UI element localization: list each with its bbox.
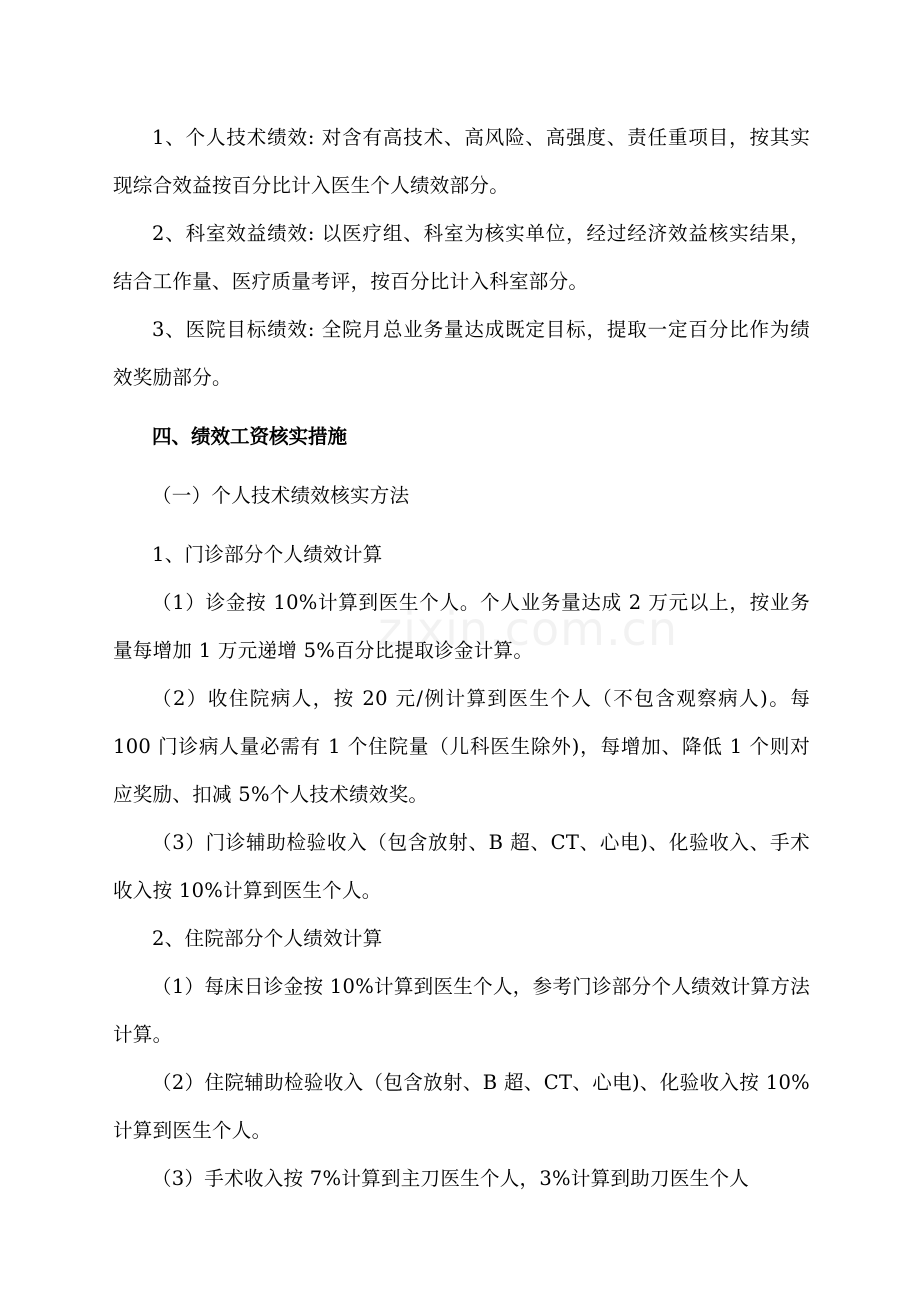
paragraph-personal-tech-performance: 1、个人技术绩效: 对含有高技术、高风险、高强度、责任重项目，按其实现综合效益按百分比计入医生个人绩效部分。 <box>113 126 810 197</box>
outpatient-section-title: 1、门诊部分个人绩效计算 <box>152 543 383 566</box>
subsection-heading: （一）个人技术绩效核实方法 <box>152 484 410 507</box>
paragraph-department-performance: 2、科室效益绩效: 以医疗组、科室为核实单位，经过经济效益核实结果，结合工作量、医疗质量考评，按百分比计入科室部分。 <box>113 222 810 293</box>
inpatient-item-2: （2）住院辅助检验收入（包含放射、B 超、CT、心电)、化验收入按 10%计算到医生个人。 <box>113 1071 810 1142</box>
outpatient-item-3: （3）门诊辅助检验收入（包含放射、B 超、CT、心电)、化验收入、手术收入按 10%计算到医生个人。 <box>113 831 810 902</box>
inpatient-section-title: 2、住院部分个人绩效计算 <box>152 927 383 950</box>
watermark: zixin.com.cn <box>378 602 679 656</box>
document-body <box>113 114 810 1203</box>
paragraph-hospital-target-performance: 3、医院目标绩效: 全院月总业务量达成既定目标，提取一定百分比作为绩效奖励部分。 <box>113 318 810 389</box>
inpatient-item-3: （3）手术收入按 7%计算到主刀医生个人，3%计算到助刀医生个人 <box>152 1167 750 1190</box>
section-heading: 四、绩效工资核实措施 <box>152 425 348 448</box>
inpatient-item-1: （1）每床日诊金按 10%计算到医生个人，参考门诊部分个人绩效计算方法计算。 <box>113 975 810 1046</box>
outpatient-item-1: （1）诊金按 10%计算到医生个人。个人业务量达成 2 万元以上，按业务量每增加 1 万元递增 5%百分比提取诊金计算。 <box>113 591 810 662</box>
outpatient-item-2: （2）收住院病人，按 20 元/例计算到医生个人（不包含观察病人)。每 100 门诊病人量必需有 1 个住院量（儿科医生除外)，每增加、降低 1 个则对应奖励、扣减 5%个人技术绩效奖。 <box>113 687 810 806</box>
